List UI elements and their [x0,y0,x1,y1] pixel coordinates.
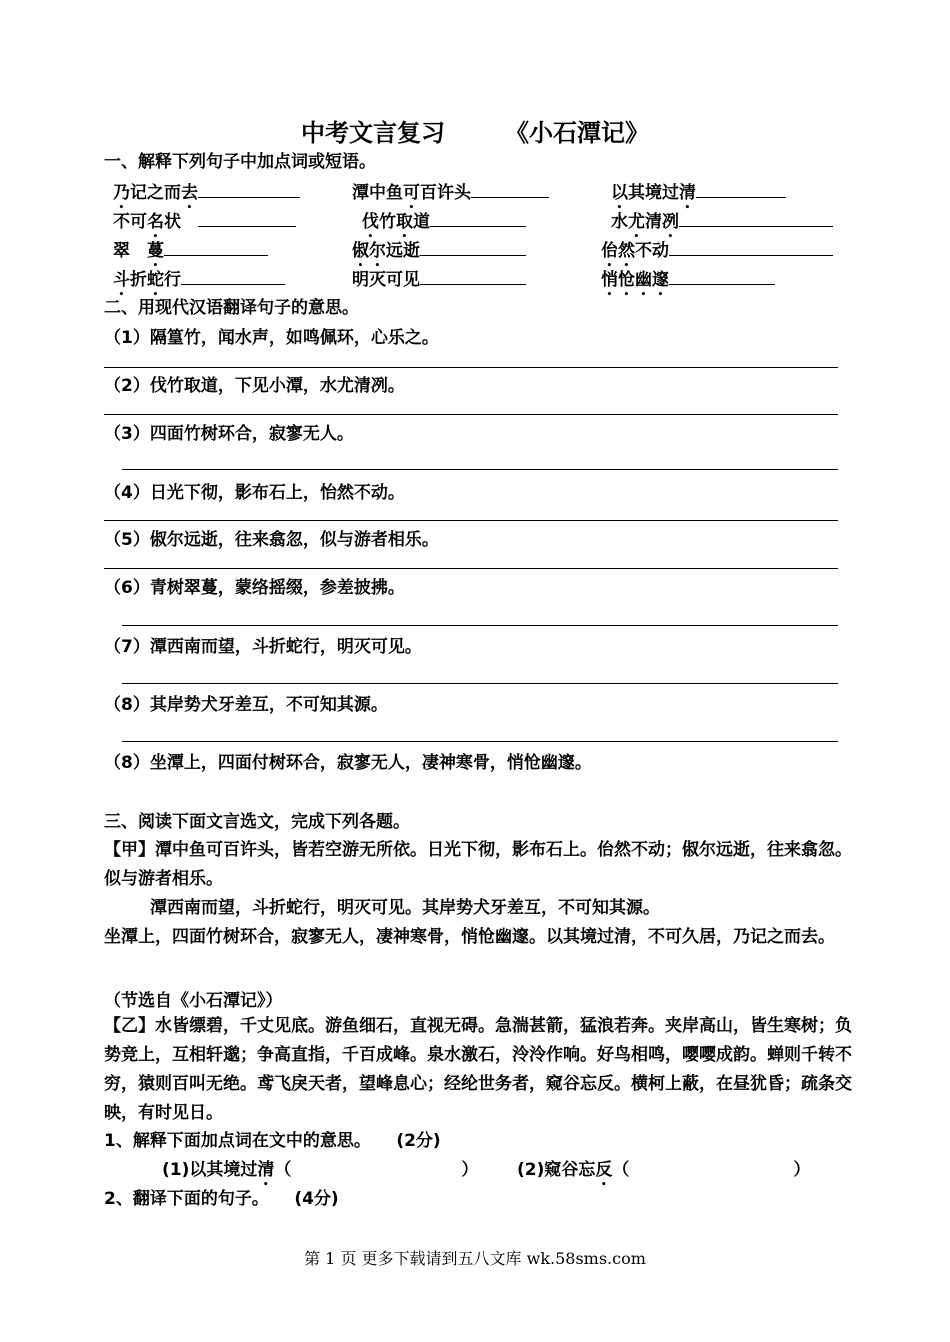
answer-blank[interactable] [420,239,526,256]
answer-blank[interactable] [430,210,526,227]
answer-blank[interactable] [669,239,833,256]
answer-line[interactable] [122,741,838,742]
translate-item: （4）日光下彻，影布石上，怡然不动。 [104,483,405,503]
translate-item: （5）俶尔远逝，往来翕忽，似与游者相乐。 [104,530,439,550]
question-1a: (1)以其境过清（ ） [162,1160,479,1180]
answer-blank[interactable] [471,181,549,198]
answer-blank[interactable] [164,239,268,256]
answer-line[interactable] [104,367,838,368]
vocab-item: 不可名状 [113,210,296,242]
answer-blank[interactable] [198,210,296,227]
vocab-item: 潭中鱼可百许头 [352,181,549,213]
passage-jia-p1: 【甲】潭中鱼可百许头，皆若空游无所依。日光下彻，影布石上。佁然不动；俶尔远逝，往来翕忽。似与游者相乐。 [104,840,852,889]
vocab-item: 明灭可见 [352,268,526,291]
answer-line[interactable] [122,683,838,684]
answer-blank[interactable] [679,210,833,227]
translate-item: （1）隔篁竹，闻水声，如鸣佩环，心乐之。 [104,328,439,348]
translate-item: （8）坐潭上，四面付树环合，寂寥无人，凄神寒骨，悄怆幽邃。 [104,753,592,773]
question-1b: (2)窥谷忘反（ ） [517,1160,811,1180]
vocab-item: 斗折蛇行 [113,268,285,300]
vocab-item: 翠 蔓 [113,239,268,271]
answer-line[interactable] [122,625,838,626]
translate-item: （3）四面竹树环合，寂寥无人。 [104,424,354,444]
section1-heading: 一、解释下列句子中加点词或短语。 [104,152,376,172]
page-title [0,118,950,148]
translate-item: （8）其岸势犬牙差互，不可知其源。 [104,695,388,715]
answer-blank[interactable] [420,268,526,285]
translate-item: （2）伐竹取道，下见小潭，水尤清冽。 [104,376,405,396]
answer-blank[interactable] [181,268,285,285]
translate-item: （6）青树翠蔓，蒙络摇缀，参差披拂。 [104,578,405,598]
section3-heading: 三、阅读下面文言选文，完成下列各题。 [104,812,410,832]
vocab-item: 俶尔远逝 [352,239,526,271]
answer-blank[interactable] [669,268,775,285]
page-footer: 第 1 页 更多下载请到五八文库 wk.58sms.com [304,1249,646,1268]
answer-blank[interactable] [198,181,300,198]
passage-source: （节选自《小石潭记》） [104,991,283,1011]
vocab-item: 乃记之而去 [113,181,300,213]
vocab-item: 佁然不动 [601,239,833,271]
vocab-item: 以其境过清 [611,181,786,213]
vocab-item: 伐竹取道 [362,210,526,242]
passage-jia-p2: 潭西南而望，斗折蛇行，明灭可见。其岸势犬牙差互，不可知其源。 [150,898,660,918]
answer-line[interactable] [104,568,838,569]
section2-heading: 二、用现代汉语翻译句子的意思。 [104,298,359,318]
title-book: 《小石潭记》 [505,119,649,147]
translate-item: （7）潭西南而望，斗折蛇行，明灭可见。 [104,637,422,657]
answer-blank[interactable] [696,181,786,198]
answer-line[interactable] [104,414,838,415]
title-main: 中考文言复习 [301,119,445,147]
question-2: 2、翻译下面的句子。 (4分) [104,1189,339,1209]
passage-yi: 【乙】水皆缥碧，千丈见底。游鱼细石，直视无碍。急湍甚箭，猛浪若奔。夹岸高山，皆生寒树；负势竞上，互相轩邈；争高直指，千百成峰。泉水激石，泠泠作响。好鸟相鸣，嘤嘤成韵。蝉则千转不穷，猿则百叫无绝。鸢飞戾天者，望峰息心；经纶世务者，窥谷忘反。横柯上蔽，在昼犹昏；疏条交映，有时见日。 [104,1016,852,1123]
answer-line[interactable] [104,520,838,521]
answer-line[interactable] [122,469,838,470]
vocab-item: 水尤清冽 [611,210,833,242]
passage-jia-p3: 坐潭上，四面竹树环合，寂寥无人，凄神寒骨，悄怆幽邃。以其境过清，不可久居，乃记之而去。 [104,927,835,947]
question-1: 1、解释下面加点词在文中的意思。 (2分) [104,1131,441,1151]
vocab-item: 悄怆幽邃 [601,268,775,300]
